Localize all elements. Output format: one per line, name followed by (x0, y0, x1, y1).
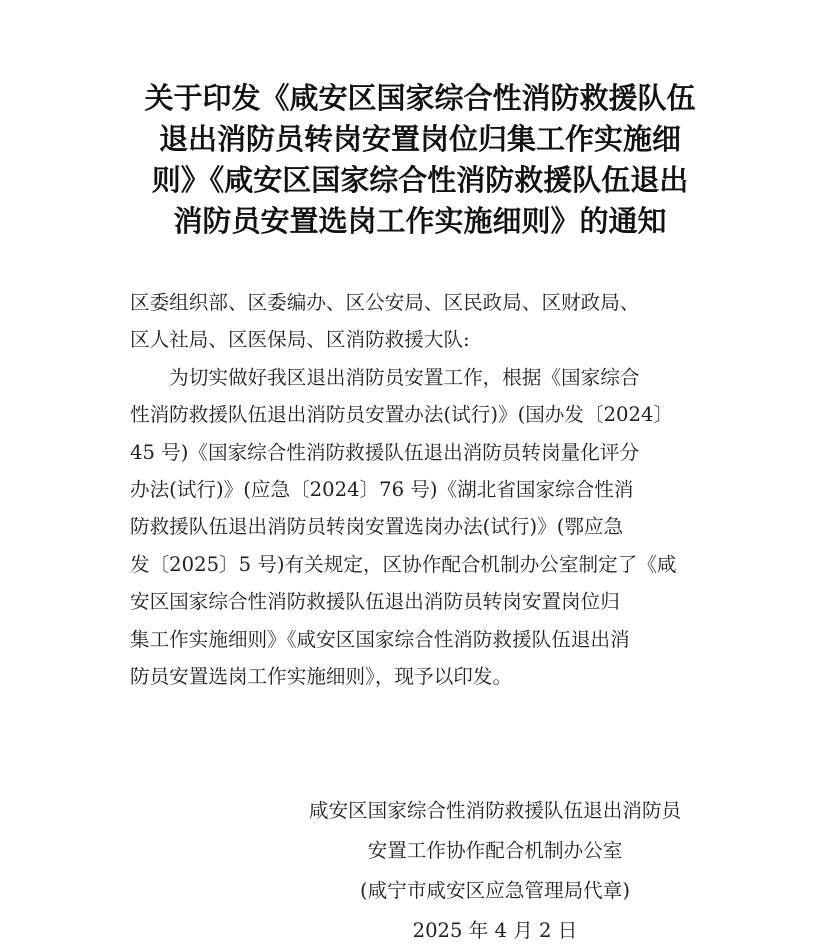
body-line-2: 性消防救援队伍退出消防员安置办法(试行)》(国办发〔2024〕 (130, 403, 674, 427)
body-line-3: 45 号)《国家综合性消防救援队伍退出消防员转岗量化评分 (130, 440, 640, 464)
signature-org-line-1: 咸安区国家综合性消防救援队伍退出消防员 (308, 799, 682, 822)
title-line-2: 退出消防员转岗安置岗位归集工作实施细 (158, 122, 681, 156)
signature-seal-note: (咸宁市咸安区应急管理局代章) (359, 879, 630, 902)
signature-date: 2025 年 4 月 2 日 (412, 919, 578, 942)
title-line-4: 消防员安置选岗工作实施细则》的通知 (173, 204, 667, 238)
body-line-6: 发〔2025〕5 号)有关规定，区协作配合机制办公室制定了《咸 (130, 552, 677, 576)
document-title (110, 78, 730, 242)
body-line-1: 为切实做好我区退出消防员安置工作，根据《国家综合 (130, 365, 640, 389)
signature-block (255, 791, 735, 942)
body-line-4: 办法(试行)》(应急〔2024〕76 号)《湖北省国家综合性消 (130, 478, 634, 502)
recipient-line-2: 区人社局、区医保局、区消防救援大队: (130, 328, 470, 352)
body-line-9: 防员安置选岗工作实施细则》，现予以印发。 (130, 665, 513, 689)
title-line-1: 关于印发《咸安区国家综合性消防救援队伍 (144, 81, 696, 115)
document-body (130, 284, 730, 695)
body-line-5: 防救援队伍退出消防员转岗安置选岗办法(试行)》(鄂应急 (130, 515, 624, 539)
body-line-8: 集工作实施细则》《咸安区国家综合性消防救援队伍退出消 (130, 627, 630, 651)
title-line-3: 则》《咸安区国家综合性消防救援队伍退出 (151, 163, 689, 197)
recipient-line-1: 区委组织部、区委编办、区公安局、区民政局、区财政局、 (130, 291, 640, 314)
signature-org-line-2: 安置工作协作配合机制办公室 (367, 839, 623, 862)
body-line-7: 安区国家综合性消防救援队伍退出消防员转岗安置岗位归 (130, 590, 620, 614)
